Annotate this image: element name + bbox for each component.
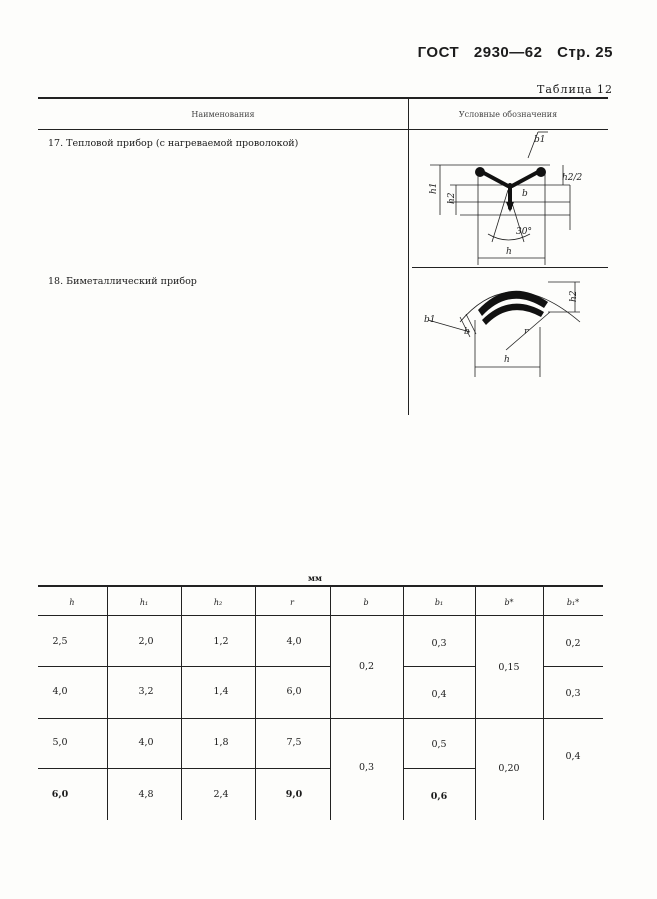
cell-r-1: 4,0 [286, 636, 302, 647]
fig18-label-r: r [524, 327, 529, 337]
b1star-divider-1 [543, 666, 603, 667]
lower-table-divider-7 [543, 587, 544, 820]
row-divider-1 [38, 666, 330, 667]
fig18-label-h: h [504, 355, 510, 365]
column-header-symbols: Условные обозначения [458, 110, 558, 119]
lower-table-divider-3 [255, 587, 256, 820]
fig17-label-angle: 30° [516, 227, 532, 237]
lower-table-divider-5 [403, 587, 404, 820]
b1-divider-3 [403, 768, 475, 769]
units-label: мм [308, 573, 322, 583]
b1star-divider-2 [543, 718, 603, 719]
upper-table-column-divider [408, 97, 409, 415]
header-bstar: b* [504, 598, 514, 607]
lower-table-divider-1 [107, 587, 108, 820]
cell-b-1: 0,2 [358, 661, 375, 672]
cell-b1star-3: 0,4 [565, 751, 581, 762]
header-h1: h₁ [139, 598, 149, 607]
standard-number: 2930—62 [473, 44, 543, 61]
cell-h-4: 6,0 [51, 789, 69, 800]
cell-h2-4: 2,4 [213, 789, 229, 800]
row-divider-2 [38, 718, 330, 719]
header-b1: b₁ [434, 598, 444, 607]
fig18-label-h2: h2 [569, 290, 579, 302]
cell-h1-3: 4,0 [138, 737, 154, 748]
fig17-label-h1: h1 [429, 182, 439, 194]
table-title: Таблица 12 [537, 83, 613, 96]
cell-h1-1: 2,0 [138, 636, 154, 647]
cell-r-3: 7,5 [286, 737, 302, 748]
cell-b1star-2: 0,3 [565, 688, 581, 699]
row-divider-3 [38, 768, 330, 769]
header-h: h [69, 598, 75, 607]
fig17-label-b1: b1 [534, 135, 546, 145]
cell-h2-1: 1,2 [213, 636, 229, 647]
figure-18-bimetallic-instrument [420, 272, 600, 382]
standard-label: ГОСТ [417, 44, 460, 61]
cell-bstar-1: 0,15 [498, 662, 520, 673]
cell-b-2: 0,3 [358, 762, 375, 773]
header-b: b [363, 598, 369, 607]
lower-table-divider-4 [330, 587, 331, 820]
cell-h1-2: 3,2 [138, 686, 154, 697]
cell-bstar-2: 0,20 [498, 763, 520, 774]
cell-h-2: 4,0 [52, 686, 68, 697]
cell-r-2: 6,0 [286, 686, 302, 697]
page-header [408, 44, 613, 61]
cell-h2-2: 1,4 [213, 686, 229, 697]
lower-table-divider-6 [475, 587, 476, 820]
cell-b1-1: 0,3 [431, 638, 447, 649]
b-column-divider [330, 718, 403, 719]
bstar-divider [475, 718, 543, 719]
cell-r-4: 9,0 [285, 789, 303, 800]
cell-b1star-1: 0,2 [565, 638, 581, 649]
column-header-names: Наименования [191, 110, 255, 119]
upper-table-row-divider [412, 267, 608, 268]
fig17-label-h: h [506, 247, 512, 257]
cell-h-1: 2,5 [52, 636, 68, 647]
header-r: r [290, 598, 294, 607]
fig17-label-h2: h2 [447, 192, 457, 204]
cell-b1-3: 0,5 [431, 739, 447, 750]
cell-b1-2: 0,4 [431, 689, 447, 700]
figure-17-thermal-instrument [420, 130, 600, 265]
lower-table-divider-2 [181, 587, 182, 820]
row-17-text: 17. Тепловой прибор (с нагреваемой проволокой) [48, 138, 299, 149]
lower-table-top-rule [38, 585, 603, 587]
fig18-label-b: b [464, 327, 470, 337]
cell-h2-3: 1,8 [213, 737, 229, 748]
fig18-label-b1: b1 [424, 315, 436, 325]
fig17-label-b: b [522, 189, 528, 199]
fig17-label-h2-half: h2/2 [562, 173, 583, 183]
b1-divider-2 [403, 718, 475, 719]
row-18-text: 18. Биметаллический прибор [48, 276, 197, 287]
upper-table-top-rule [38, 97, 608, 99]
b1-divider-1 [403, 666, 475, 667]
cell-h-3: 5,0 [52, 737, 68, 748]
cell-b1-4: 0,6 [430, 791, 448, 802]
cell-h1-4: 4,8 [138, 789, 154, 800]
page-number: Стр. 25 [557, 44, 613, 61]
lower-table-header-rule [38, 615, 603, 616]
header-h2: h₂ [213, 598, 223, 607]
header-b1star: b₁* [566, 598, 580, 607]
